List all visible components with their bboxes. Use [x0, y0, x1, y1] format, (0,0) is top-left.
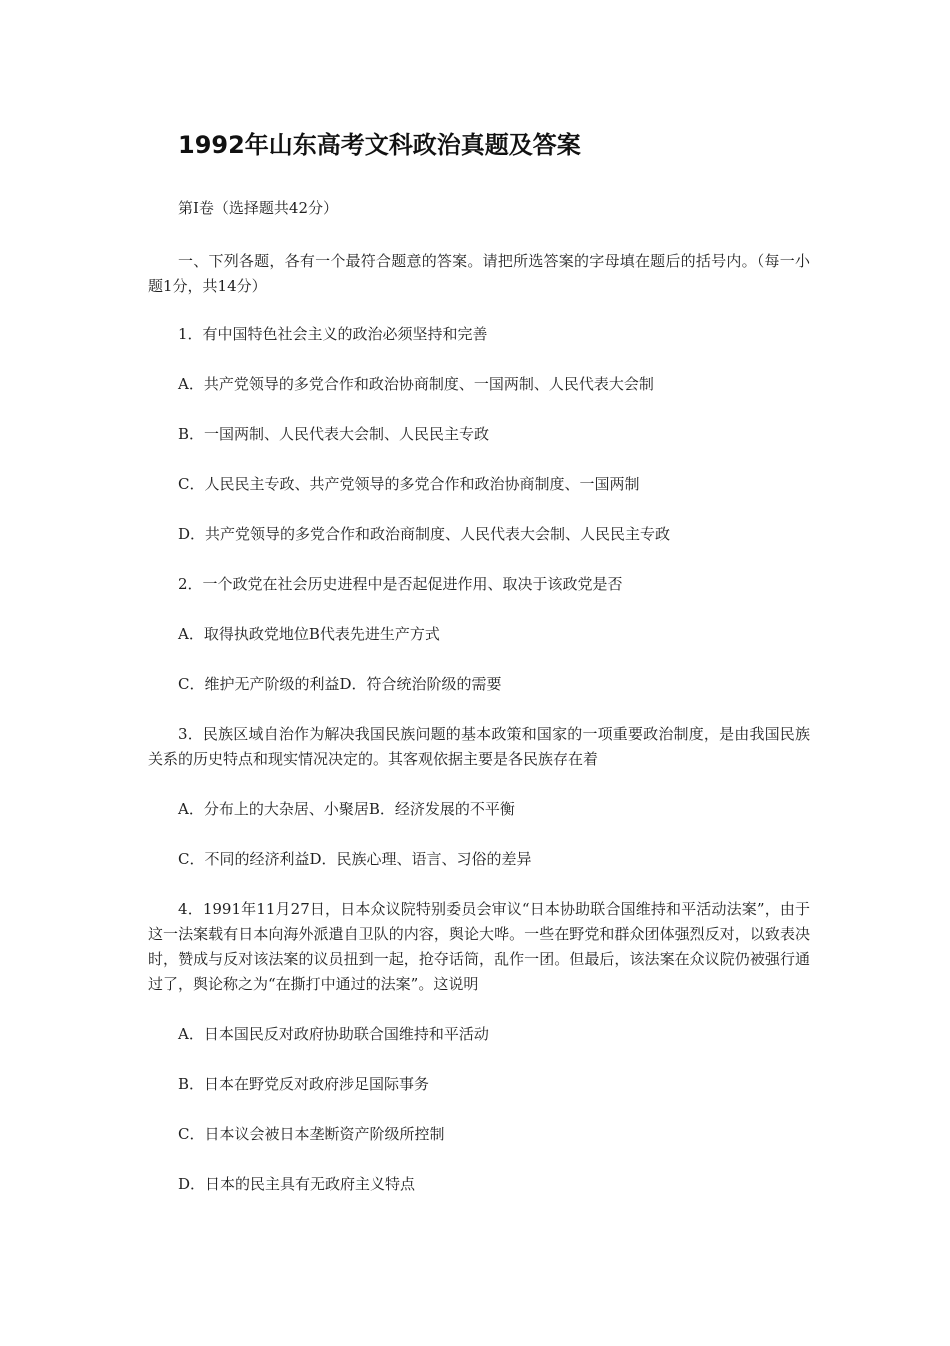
document-title: 1992年山东高考文科政治真题及答案	[178, 131, 581, 159]
question-1-option-b: B．一国两制、人民代表大会制、人民民主专政	[178, 425, 490, 443]
section-heading: 第I卷（选择题共42分）	[178, 199, 339, 217]
question-3-options-ab: A．分布上的大杂居、小聚居B．经济发展的不平衡	[178, 800, 515, 818]
question-1-option-c: C．人民民主专政、共产党领导的多党合作和政治协商制度、一国两制	[178, 475, 640, 493]
question-4-option-c: C．日本议会被日本垄断资产阶级所控制	[178, 1125, 445, 1143]
question-2-options-ab: A．取得执政党地位B代表先进生产方式	[178, 625, 440, 643]
question-3-options-cd: C．不同的经济利益D．民族心理、语言、习俗的差异	[178, 850, 532, 868]
question-4-option-b: B．日本在野党反对政府涉足国际事务	[178, 1075, 430, 1093]
question-4-stem: 4．1991年11月27日，日本众议院特别委员会审议“日本协助联合国维持和平活动法案”，由于这一法案载有日本向海外派遣自卫队的内容，舆论大哗。一些在野党和群众团体强烈反对，以致表决时，赞成与反对该法案的议员扭到一起，抢夺话筒，乱作一团。但最后，该法案在众议院仍被强行通过了，舆论称之为“在撕打中通过的法案”。这说明	[148, 900, 810, 993]
question-1-option-a: A．共产党领导的多党合作和政治协商制度、一国两制、人民代表大会制	[178, 375, 654, 393]
question-3-stem: 3．民族区域自治作为解决我国民族问题的基本政策和国家的一项重要政治制度，是由我国民族关系的历史特点和现实情况决定的。其客观依据主要是各民族存在着	[148, 725, 810, 768]
question-4-option-d: D．日本的民主具有无政府主义特点	[178, 1175, 416, 1193]
question-1-option-d: D．共产党领导的多党合作和政治商制度、人民代表大会制、人民民主专政	[178, 525, 671, 543]
question-1-stem: 1．有中国特色社会主义的政治必须坚持和完善	[178, 325, 488, 343]
instructions: 一、下列各题，各有一个最符合题意的答案。请把所选答案的字母填在题后的括号内。（每一小题1分，共14分）	[148, 252, 810, 295]
document-page	[148, 0, 810, 1346]
question-2-options-cd: C．维护无产阶级的利益D．符合统治阶级的需要	[178, 675, 502, 693]
question-2-stem: 2．一个政党在社会历史进程中是否起促进作用、取决于该政党是否	[178, 575, 623, 593]
question-4-option-a: A．日本国民反对政府协助联合国维持和平活动	[178, 1025, 489, 1043]
